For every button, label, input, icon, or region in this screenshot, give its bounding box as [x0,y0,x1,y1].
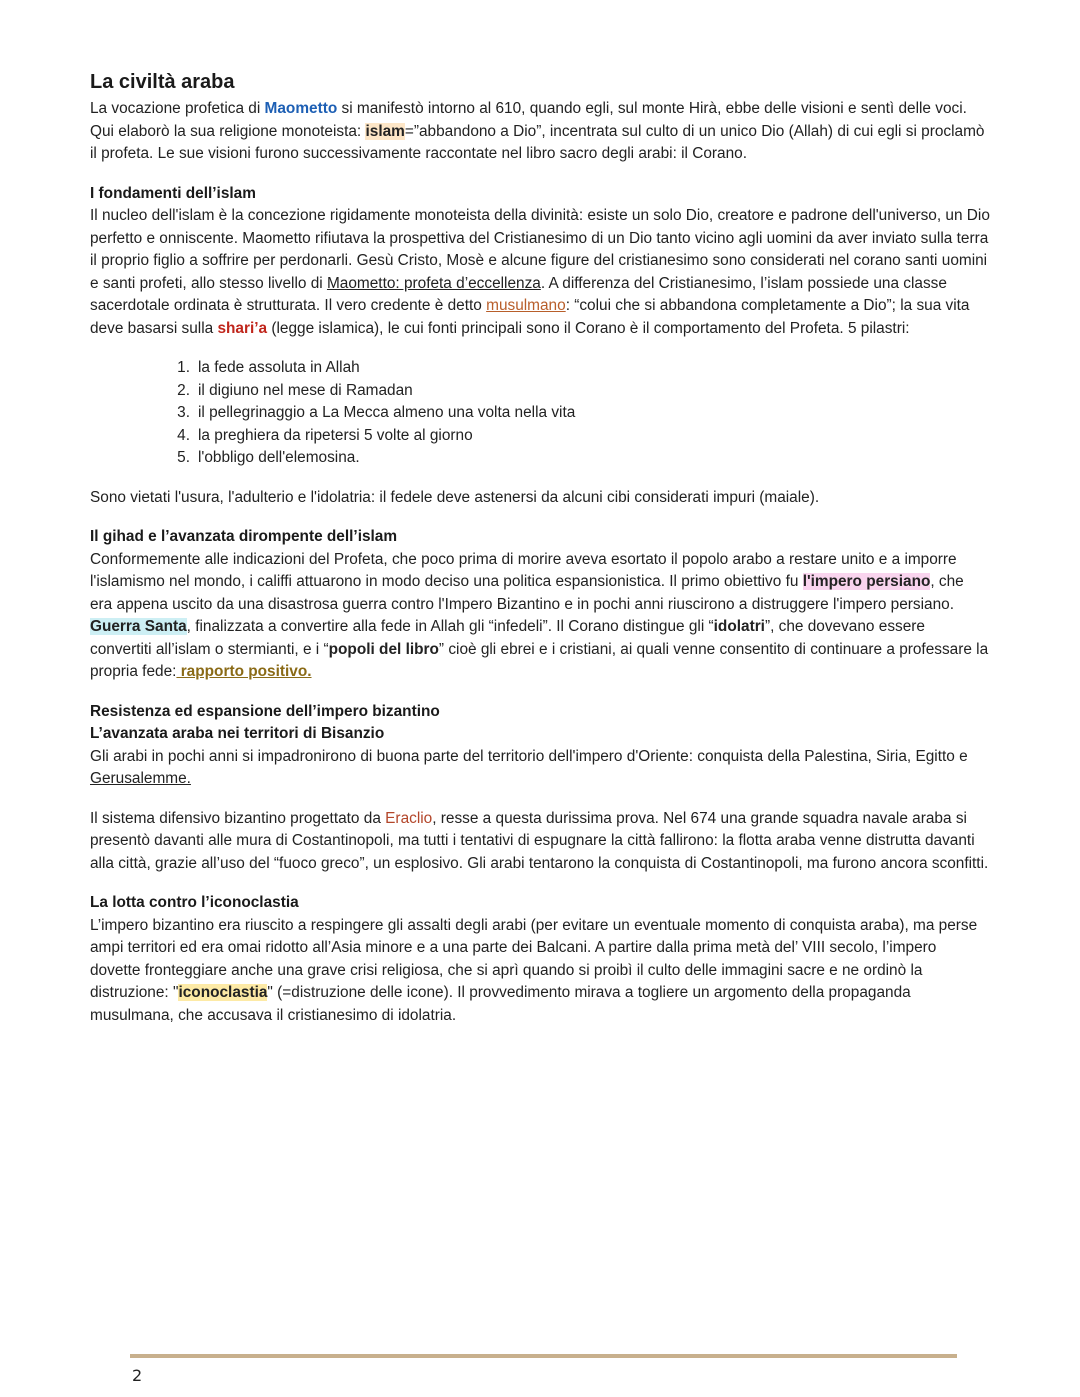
page-title: La civiltà araba [90,71,235,93]
text-span: Il sistema difensivo bizantino progettato da [90,809,386,827]
iconoclastia-paragraph [90,915,990,1028]
list-text: la fede assoluta in Allah [198,359,360,376]
text-span: Conformemente alle indicazioni del Profeta, che poco prima di morire aveva esortato il popolo arabo a restare unito e a imporre l'islamismo nel mondo, i califfi attuarono in modo deciso una politica espansionistica. Il primo obiettivo fu [90,550,957,590]
fondamenti-paragraph [90,205,990,340]
text-span: Il nucleo dell'islam è la concezione rigidamente monoteista della divinità: esiste un solo Dio, creatore e padrone dell'universo, un Dio perfetto e onniscente. Maometto rifiutava la prospettiva del Cristianesimo di un Dio tanto vicino agli uomini da aver inviato sulla terra il proprio figlio a soffrire per perdonarli. Gesù Cristo, Mosè e alcune figure del cristianesimo sono considerati nel corano santi uomini e santi profeti, allo stesso livello di [90,207,990,292]
bisanzio-paragraph [90,746,990,791]
list-text: il digiuno nel mese di Ramadan [198,381,413,399]
guerra-santa-highlight: Guerra Santa [90,618,187,635]
list-number: 2 . [160,380,198,403]
idolatri-term: idolatri [713,618,765,635]
gihad-paragraph [90,549,990,684]
text-span: =”abbandono a Dio”, incentrata sul culto di un unico Dio (Allah) di cui egli si proclamò il profeta. Le sue visioni furono successivamente raccontate nel libro sacro degli arabi: il Corano. [90,122,985,162]
section-heading: Resistenza ed espansione dell’impero bizantino [90,702,440,720]
text-span: . A differenza del Cristianesimo, l’islam possiede una classe sacerdotale ordinata è strutturata. Il vero credente è detto [90,274,947,314]
vietati-paragraph: Sono vietati l'usura, l'adulterio e l'idolatria: il fedele deve astenersi da alcuni cibi considerati impuri (maiale). [90,488,820,506]
text-span: , che era appena uscito da una disastrosa guerra contro l'Impero Bizantino e in pochi anni riuscirono a distruggere l'impero persiano. [90,573,964,613]
impero-persiano-highlight: l'impero persiano [802,573,931,590]
pillars-list [90,357,990,470]
text-span: : “colui che si abbandona completamente a Dio”; la sua vita deve basarsi sulla [90,297,970,337]
list-number: 3 . [160,402,198,425]
iconoclastia-highlight: iconoclastia [178,984,268,1001]
list-text: l'obbligo dell'elemosina. [198,449,360,466]
rapporto-positivo-term: rapporto positivo. [176,663,312,680]
section-heading: Il gihad e l’avanzata dirompente dell’islam [90,528,398,545]
sharia-term: shari’a [217,319,268,337]
list-item [90,425,990,448]
list-text: il pellegrinaggio a La Mecca almeno una volta nella vita [198,404,576,421]
islam-highlight: islam [365,122,405,140]
musulmano-term: musulmano [486,297,566,314]
section-bisanzio [90,701,990,876]
text-span: , resse a questa durissima prova. Nel 674 una grande squadra navale araba si presentò davanti alle mura di Costantinopoli, ma tutti i tentativi di espugnare la città fallirono: la flotta araba venne distrutta davanti alla città, grazie all’uso del “fuoco greco”, un esplosivo. Gli arabi tentarono la conquista di Costantinopoli, ma furono ancora sconfitti. [90,809,989,872]
document-body [90,68,990,1027]
section-iconoclastia [90,892,990,1027]
maometto-profeta-link: Maometto: profeta d’eccellenza [326,274,541,292]
text-span: ”, che dovevano essere convertiti all’islam o stermianti, e i “ [90,618,925,658]
text-span: Gli arabi in pochi anni si impadronirono di buona parte del territorio dell'impero d'Oriente: conquista della Palestina, Siria, Egitto e [90,747,968,765]
section-gihad [90,526,990,684]
gerusalemme-link: Gerusalemme. [90,770,191,787]
list-item [90,402,990,425]
list-item [90,357,990,380]
text-span: " (=distruzione delle icone). Il provvedimento mirava a togliere un argomento della propaganda musulmana, che accusava il cristianesimo di idolatria. [90,984,911,1024]
eraclio-paragraph [90,808,990,876]
text-span: La vocazione profetica di [90,100,265,117]
maometto-term: Maometto [264,100,338,117]
section-heading: La lotta contro l’iconoclastia [90,894,299,911]
list-item [90,447,990,470]
text-span: L’impero bizantino era riuscito a respingere gli assalti degli arabi (per evitare un eventuale momento di conquista araba), ma perse ampi territori ed era omai ridotto all’Asia minore e a una parte dei Balcani. A partire dalla prima metà del’ VIII secolo, l’impero dovette fronteggiare anche una grave crisi religiosa, che si aprì quando si proibì il culto delle immagini sacre e ne ordinò la distruzione: " [90,916,978,1001]
list-number: 4 . [160,425,198,448]
section-fondamenti [90,183,990,510]
list-number: 5 . [160,447,198,470]
text-span: ” cioè gli ebrei e i cristiani, ai quali venne consentito di continuare a professare la propria fede: [90,640,989,680]
footer-divider [130,1354,957,1358]
intro-paragraph [90,98,990,166]
subsection-heading: L’avanzata araba nei territori di Bisanzio [90,725,385,742]
list-text: la preghiera da ripetersi 5 volte al giorno [198,426,473,444]
list-item [90,380,990,403]
text-span: , finalizzata a convertire alla fede in Allah gli “infedeli”. Il Corano distingue gli “ [186,618,714,635]
text-span: si manifestò intorno al 610, quando egli, sul monte Hirà, ebbe delle visioni e sentì delle voci. Qui elaborò la sua religione monoteista: [90,100,967,140]
popoli-libro-term: popoli del libro [328,640,439,658]
list-number: 1 . [160,357,198,380]
text-span: (legge islamica), le cui fonti principali sono il Corano è il comportamento del Profeta. 5 pilastri: [267,319,910,337]
section-heading: I fondamenti dell’islam [90,184,256,202]
eraclio-term: Eraclio [385,809,433,827]
page-number: 2 [132,1366,143,1385]
